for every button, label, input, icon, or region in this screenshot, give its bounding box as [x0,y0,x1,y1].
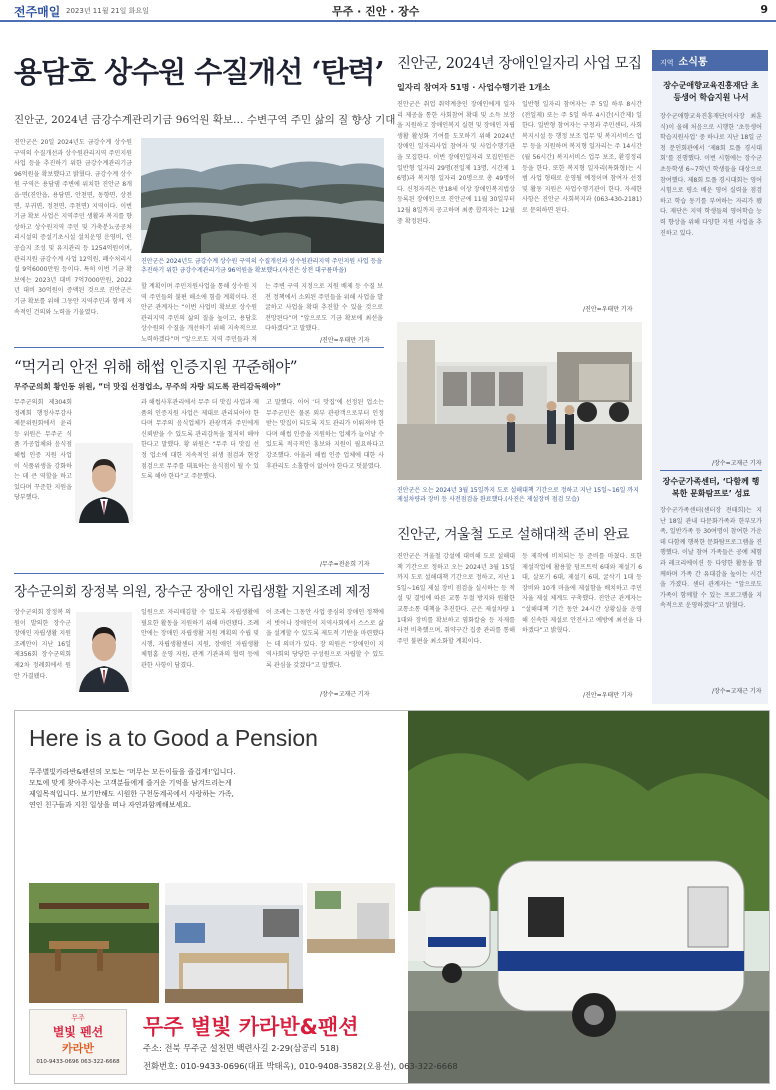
page-number: 9 [760,3,768,16]
a3-caption: 진안군은 오는 2024년 3월 15일까지 도로 설해대책 기간으로 정하고 지난 15일~16일 까지 제설차량과 장비 등 사전점검을 완료했다.(사진은 제설장비 점검 모습) [397,487,639,503]
a3-col2: 등 제작에 비치되는 등 준비를 마쳤다. 또한 제설작업에 활용할 덤프트럭 6대와 제설기 6대, 살포기 6대, 제설기 6대, 굴삭기 1대 등 장비와 10개 마을에 제설함을 배치하고 주민 자율 제설 체계도 구축했다. 진안군 관계자는 “설해대책 기간 동안 24시간 상황실을 운영해 신속한 제설로 안전사고 예방에 최선을 다하겠다”고 밝혔다. [522,553,642,635]
a1-headline: 용담호 상수원 수질개선 ‘탄력’ [14,55,384,89]
ad-photo-interior [165,883,303,1003]
ad-photo-deck [29,883,159,1003]
a3-byline: /진안=우태만 기자 [583,692,633,699]
ad-sign-low: 카라반 [62,1042,94,1055]
ad-title: Here is a to Good a Pension [29,725,318,751]
ad-line: 모토에 맞게 찾아주시는 고객분들에게 즐거운 기억을 남겨드리는게 [29,779,232,787]
divider [660,470,762,471]
ad-text [29,767,329,811]
a3-headline: 진안군, 겨울철 도로 설해대책 준비 완료 [397,527,630,543]
ad-address: 주소: 전북 무주군 설천면 백련사길 2-29(삼공리 518) [143,1043,340,1053]
a2-headline: 진안군, 2024년 장애인일자리 사업 모집 [397,56,642,72]
a3-col1: 진안군은 겨울철 강설에 대비해 도로 설해대책 기간으로 정하고 오는 2024년 3월 15일까지 도로 설해대책 기간으로 정하고, 지난 15일~16일 제설 장비 점검을 실시하는 등 적설 및 결빙에 따른 교통 두절 방지와 원활한 교통소통 대책을 추진한다. 군은 제설차량 11대와 장비를 확보하고 염화칼슘 등 자재를 사전 비축했으며, 취약구간 집중 관리를 통해 주민 불편을 최소화할 계획이다. [397,553,515,645]
divider [14,347,384,348]
a1-col3: 는 주변 구역 지정으로 지원 배제 등 수질 보전 정책에서 소외된 주민들을 위해 사업을 발굴하고 사업을 확대 추진할 수 있을 것으로 전망된다”며 “앞으로도 기금 확보에 최선을 다하겠다”고 말했다. [265,283,383,333]
masthead-date: 2023년 11월 21일 화요일 [66,7,149,15]
a1-byline: /진안=우태만 기자 [320,337,370,344]
a5-col3: 이 조례는 그동안 사업 중심의 장애인 정책에서 벗어나 장애인이 지역사회에서 스스로 삶을 설계할 수 있도록 제도적 기반을 마련했다는 데 의미가 있다. 장 의원은 “장애인이 지역사회의 당당한 구성원으로 자립할 수 있도록 관심을 갖겠다”고 말했다. [266,609,384,669]
a2-byline: /진안=우태만 기자 [583,306,633,313]
sidebar-header [652,50,768,71]
ad-phone: 전화번호: 010-9433-0696(대표 박태옥), 010-9408-3582(오용선), 063-322-6668 [143,1061,458,1071]
masthead [0,0,776,22]
sidebar-s1-byline: /장수=고재근 기자 [712,460,762,467]
a1-photo [141,138,384,253]
ad-sign-mid: 별빛 펜션 [52,1025,104,1039]
divider [14,573,384,574]
a5-col1: 장수군의회 장정복 의원이 발의한 장수군 장애인 자립생활 지원 조례안이 지난 16일 제356회 장수군의회 제2차 정례회에서 원안 가결됐다. [14,609,71,680]
sidebar-s1-title: 장수군애향교육진흥재단 초등생어 학습지원 나서 [663,81,759,102]
a2-subhead: 일자리 참여자 51명 · 사업수행기관 1개소 [397,82,551,92]
a5-byline: /장수=고재근 기자 [320,691,370,698]
sidebar-header-prefix: 지역 [660,59,674,67]
ad-line: 제일목적입니다. 보기만해도 시원한 구천동계곡에서 사랑하는 가족, [29,790,234,798]
section-title: 무주 · 진안 · 장수 [332,5,420,18]
sidebar-s2-body: 장수군가족센터(센터장 전태희)는 지난 18일 관내 다문화가족과 한부모가족, 일반가족 등 30여명이 참여한 가운데 다함께 행복한 문화탐프로그램을 진행했다. 이날 참여 가족들은 공예 체험과 레크리에이션 등 다양한 활동을 함께하며 가족 간 유대감을 높이는 시간을 가졌다. 센터 관계자는 “앞으로도 가족이 함께할 수 있는 프로그램을 지속적으로 운영하겠다”고 밝혔다. [660,507,762,610]
sidebar-header-title: 소식통 [678,57,708,68]
a5-headline: 장수군의회 장정복 의원, 장수군 장애인 자립생활 지원조례 제정 [14,584,371,600]
a4-portrait [75,443,133,523]
masthead-logo: 전주매일 [14,5,61,19]
a4-col3: 고 말했다. 이어 ‘더 맛집’에 선정된 업소는 무주군민은 물론 외부 관광객으로부터 인정받는 맛집이 되도록 지도 관리가 이뤄져야 한다며 해썹 인증을 지원하는 업체가 늘어날 수 있도록 적극적인 홍보와 지원이 필요하다고 강조했다. 아울러 해썹 인증 업체에 대한 사후관리도 소홀함이 없어야 한다고 덧붙였다. [266,399,384,470]
a4-subhead: 무주군의회 황인동 위원, “더 맛집 선정업소, 무주의 자랑 되도록 관리감독해야” [14,382,281,391]
ad-brand-name: 무주 별빛 카라반&팬션 [143,1015,359,1039]
sidebar-s2-title: 장수군가족센터, ‘다함께 행복한 문화탐프로’ 성료 [662,477,760,498]
a5-portrait [76,612,132,692]
ad-line: 무주별빛카라반&펜션의 모토는 ‘머무는 모든이들을 즐겁게!’입니다. [29,768,236,776]
sidebar [652,50,768,704]
a1-col2: 할 계획이며 주민지원사업을 통해 상수원 지역 주민들의 불편 해소에 힘쓸 계획이다. 진안군 관계자는 “이번 사업비 확보로 상수원 관리지역 주민의 삶의 질을 높이고, 용담호 상수원의 수질을 개선하기 위해 지속적으로 노력하겠다”며 “앞으로도 지역 주민들과 적 [141,283,257,343]
ad-line: 연인 친구들과 지친 일상을 떠나 자연과함께해보세요. [29,801,192,809]
a5-col2: 일원으로 자리매김할 수 있도록 자립생활에 필요한 활동을 지원하기 위해 마련됐다. 조례안에는 장애인 자립생활 지원 계획의 수립 및 시행, 자립생활센터 지원, 장애인 자립생활 체험홈 운영 지원, 관계 기관과의 협력 등에 관한 사항이 담겼다. [141,609,259,669]
a2-col1: 진안군은 취업 취약계층인 장애인에게 일자리 제공을 통한 사회참여 확대 및 소득 보장을 지원하고 장애인복지 실현 및 장애인 자립생활 활성화 기여를 도모하기 위해 2024년 장애인 일자리사업 참여자 및 사업수행기관을 모집한다. 이번 장애인일자리 모집인원은 일반형 일자리 29명(전일제 13명, 시간제 16명)과 복지형 일자리 20명으로 총 49명이다. 신청자격은 만18세 이상 장애인복지법상 등록된 장애인으로 진안군에 11월 30일부터 12월 8일까지 공고하며 최종 합격자는 12월 중 확정된다. [397,101,515,225]
ad-signboard [29,1009,127,1075]
a3-photo [397,322,642,480]
a1-caption: 진안군은 2024년도 금강수계 상수원 구역의 수질개선과 상수원관리지역 주민지원 사업 등을 추진하기 위한 금강수계관리기금 96억원을 확보했다.(사진은 상전 대구름마을) [141,258,383,274]
a1-subhead: 진안군, 2024년 금강수계관리기금 96억원 확보… 수변구역 주민 삶의 질 향상 기대 [14,114,396,126]
a4-byline: /무주=전윤희 기자 [320,561,370,568]
sidebar-s1-body: 장수군애향교육진흥재단(이사장 최훈식)이 올해 처음으로 시행한 ‘초등생어 학습지원사업’ 중 하나로 지난 18일 군청 문인회관에서 ‘제8회 토플 경시대회’를 진행했다. 이번 시험에는 장수군 초등학생 6~7학년 학생들을 대상으로 참여했다. 제8회 토플 경시대회는 영어 시험으로 평소 배운 영어 실력을 점검하고 학습 동기를 부여하는 자리가 됐다. 재단은 지역 학생들의 영어학습 능력 향상을 위해 다양한 지원 사업을 추진하고 있다. [660,113,762,237]
a1-col1: 진안군은 20일 2024년도 금강수계 상수원 구역의 수질개선과 상수원관리지역 주민지원 사업 등을 추진하기 위한 금강수계관리기금 96억원을 확보했다고 밝혔다. 금강수계 상수원 구역은 용담댐 주변에 위치한 진안군 8개 읍·면(진안읍, 용담면, 안천면, 동향면, 상전면, 부귀면, 정천면, 주천면) 지역이다. 이번 기금 확보 사업은 지역주민 생활과 복지를 향상하고 상수원지역 주민 및 가축분뇨공공처리시설의 증설기초시설 설치운영 운영비, 인공습지 조성 및 유지관리 등 1254억원이며, 관리지원 금강수계 사업 12억원, 폐수처리시설 9억6000만원 등이다. 특히 이번 기금 확보에는 2023년 대비 7억7000만원, 2022년 대비 30억원이 증액된 것으로 진안군은 기금 확보를 위해 그동안 지역주민과 함께 지속적인 건의와 노력을 기울였다. [14,139,132,316]
ad-photo-room [307,883,395,953]
ad-photo-caravans [408,711,770,1084]
sidebar-s2-byline: /장수=고재근 기자 [712,688,762,695]
a4-headline: “먹거리 안전 위해 해썹 인증지원 꾸준해야” [14,358,298,376]
a2-col2: 일반형 일자리 참여자는 주 5일 하루 8시간(전일제) 또는 주 5일 하루 4시간(시간제) 일한다. 일반형 참여자는 구청과 주민센터, 사회복지시설 등 행정 보조 업무 및 복지서비스 업무 등을 지원하며 복지형 일자리는 주 14시간(월 56시간) 복지서비스 업무 보조, 환경정리 등을 한다. 또한 복지형 일자리(특화형)는 시범 사업 형태로 운영될 예정이며 참여자 선정 및 활동 지원은 사업수행기관이 한다. 자세한 사항은 진안군 사회복지과 (063-430-2181)로 문의하면 된다. [522,101,642,214]
ad-sign-top: 무주 [71,1014,85,1022]
a4-col2: 과 해썹사후관리에서 무주 더 맛집 사업과 제품의 인증지원 사업은 제대로 관리되어야 한다며 무주의 음식업체가 관광객과 주민에게 신뢰받을 수 있도록 관리감독을 철저히 해야 한다고 말했다. 황 위원은 “무주 더 맛집 선정 업소에 대한 지속적인 위생 점검과 현장 점검으로 무주를 대표하는 음식점이 될 수 있도록 해야 한다”고 주문했다. [141,399,259,481]
ad-sign-phone: 010-9433-0696 063-322-6668 [36,1059,120,1065]
a4-col1: 무주군의회 제304회 정례회 행정사무감사 제문위원회에서 윤리 등 위원은 무주군 식품 가공업체와 음식점 해썹 인증 지원 사업이 식품위생을 강화하는 데 큰 역할을 하고 있다며 꾸준한 지원을 당부했다. [14,399,72,502]
advertisement [14,710,770,1084]
